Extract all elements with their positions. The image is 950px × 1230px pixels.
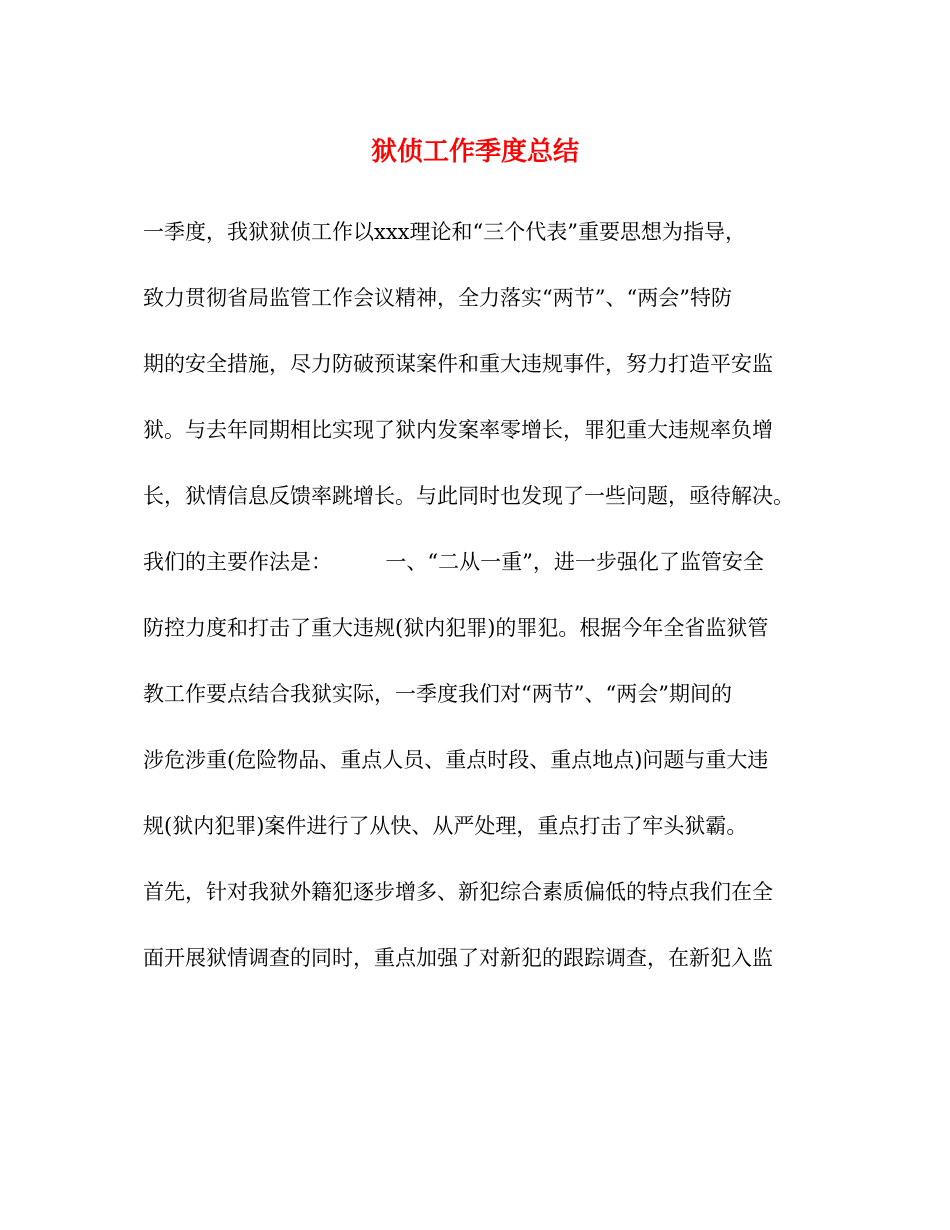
body-line-10: 规(狱内犯罪)案件进行了从快、从严处理，重点打击了牢头狱霸。 (143, 814, 748, 838)
body-line-1: 一季度，我狱狱侦工作以xxx理论和“三个代表”重要思想为指导， (143, 220, 746, 244)
body-line-9: 涉危涉重(危险物品、重点人员、重点时段、重点地点)问题与重大违 (143, 748, 769, 772)
body-line-11: 首先，针对我狱外籍犯逐步增多、新犯综合素质偏低的特点我们在全 (143, 880, 773, 904)
body-line-3: 期的安全措施，尽力防破预谋案件和重大违规事件，努力打造平安监 (143, 352, 773, 376)
body-line-12: 面开展狱情调查的同时，重点加强了对新犯的跟踪调查，在新犯入监 (143, 946, 773, 970)
body-line-5: 长，狱情信息反馈率跳增长。与此同时也发现了一些问题，亟待解决。 (143, 484, 794, 508)
document-title: 狱侦工作季度总结 (370, 137, 579, 167)
body-line-2: 致力贯彻省局监管工作会议精神，全力落实“两节”、“两会”特防 (143, 286, 732, 310)
document-body (143, 208, 813, 1000)
body-line-6: 我们的主要作法是： 一、“二从一重”，进一步强化了监管安全 (143, 550, 764, 574)
body-line-8: 教工作要点结合我狱实际，一季度我们对“两节”、“两会”期间的 (143, 682, 732, 706)
body-line-4: 狱。与去年同期相比实现了狱内发案率零增长，罪犯重大违规率负增 (143, 418, 773, 442)
body-line-7: 防控力度和打击了重大违规(狱内犯罪)的罪犯。根据今年全省监狱管 (143, 616, 769, 640)
